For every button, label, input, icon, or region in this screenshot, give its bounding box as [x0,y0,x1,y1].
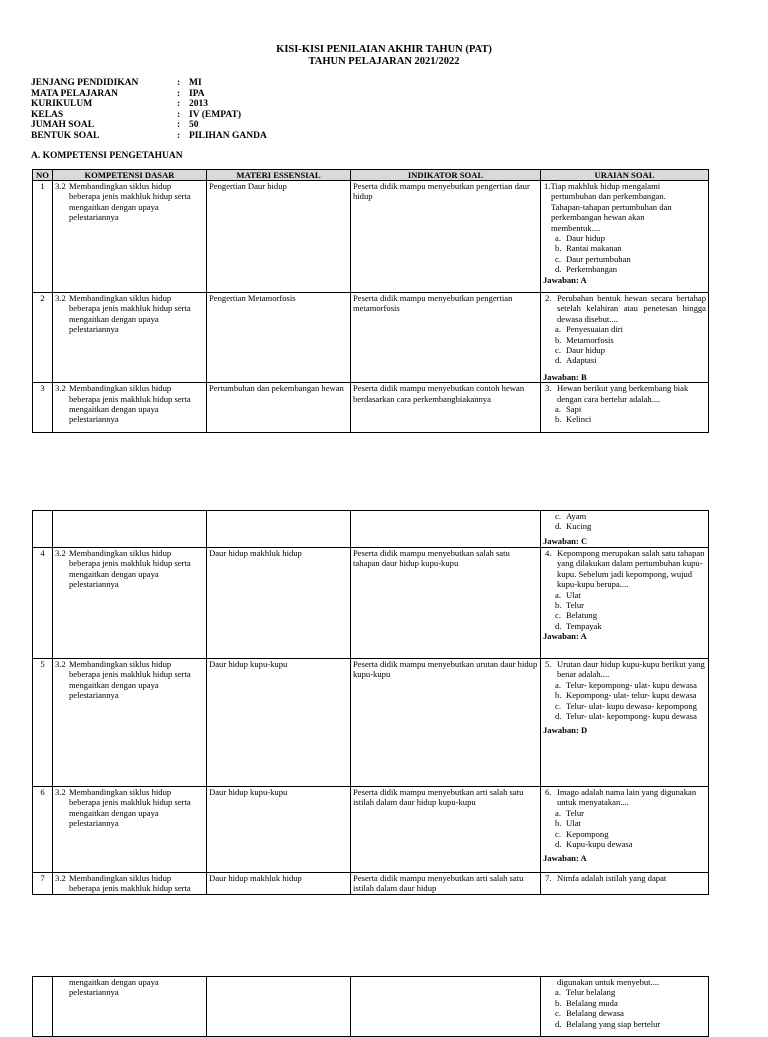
info-label: KURIKULUM [31,99,93,110]
table-row [33,787,709,873]
table-row [33,383,709,433]
uraian-cell: 2. Perubahan bentuk hewan secara bertahap setelah kelahiran atau penetesan hingga dewasa disebut.... a. Penyesuaian diri b. Metamorfosis c. Daur hidup d. Adaptasi Jawaban: B [541,293,709,383]
row-number: 3 [33,383,53,433]
row-number: 2 [33,293,53,383]
table-row [33,659,709,787]
header-kd: KOMPETENSI DASAR [53,170,207,181]
kisi-table-page2 [32,510,709,895]
answer-key: Jawaban: B [543,371,587,382]
table-header-row [33,170,709,181]
kd-cell: mengaitkan dengan upaya pelestariannya [53,977,207,1037]
materi-cell: Daur hidup makhluk hidup [207,873,351,895]
indikator-cell: Peserta didik mampu menyebutkan arti salah satu istilah dalam daur hidup kupu-kupu [351,787,541,873]
info-value: IV (EMPAT) [189,109,241,120]
kd-cell: 3.2 Membandingkan siklus hidup beberapa jenis makhluk hidup serta [53,873,207,895]
row-number: 4 [33,548,53,659]
indikator-cell: Peserta didik mampu menyebutkan pengertian metamorfosis [351,293,541,383]
info-value: 50 [189,120,199,131]
indikator-cell: Peserta didik mampu menyebutkan arti salah satu istilah dalam daur hidup [351,873,541,895]
document-title: KISI-KISI PENILAIAN AKHIR TAHUN (PAT) [276,44,492,55]
answer-key: Jawaban: A [543,274,587,285]
header-materi: MATERI ESSENSIAL [207,170,351,181]
answer-key: Jawaban: C [543,535,588,546]
indikator-cell: Peserta didik mampu menyebutkan contoh hewan berdasarkan cara perkembangbiakannya [351,383,541,433]
info-label: BENTUK SOAL [31,130,100,141]
uraian-cell: 3. Hewan berikut yang berkembang biak dengan cara bertelur adalah.... a. Sapi b. Kelinci [541,383,709,433]
materi-cell: Pengertian Metamorfosis [207,293,351,383]
info-value: 2013 [189,99,208,110]
answer-key: Jawaban: D [543,725,588,736]
materi-cell: Daur hidup kupu-kupu [207,787,351,873]
row-number: 7 [33,873,53,895]
kisi-table-page1 [32,169,709,433]
uraian-cell: 4. Kepompong merupakan salah satu tahapan yang dilakukan dalam pertumbuhan kupu-kupu. Sebelum jadi kepompong, wujud kupu-kupu berupa.... a. Ulat b. Telur c. Belatung d. Tempayak Jawaban: A [541,548,709,659]
info-label: MATA PELAJARAN [31,88,118,99]
document-subtitle: TAHUN PELAJARAN 2021/2022 [308,56,460,67]
uraian-cell: 1.Tiap makhluk hidup mengalami pertumbuhan dan perkembangan. Tahapan-tahapan pertumbuhan dan perkembangan hewan akan membentuk.... a. Daur hidup b. Rantai makanan c. Daur pertumbuhan d. Perkembangan Jawaban: A [541,181,709,293]
row-number: 6 [33,787,53,873]
table-row [33,511,709,548]
section-heading: A. KOMPETENSI PENGETAHUAN [31,151,183,161]
header-indikator: INDIKATOR SOAL [351,170,541,181]
kd-cell: 3.2 Membandingkan siklus hidup beberapa jenis makhluk hidup serta mengaitkan dengan upaya pelestariannya [53,293,207,383]
table-row [33,977,709,1037]
header-uraian: URAIAN SOAL [541,170,709,181]
materi-cell: Pertumbuhan dan pekembangan hewan [207,383,351,433]
row-number: 5 [33,659,53,787]
indikator-cell: Peserta didik mampu menyebutkan salah satu tahapan daur hidup kupu-kupu [351,548,541,659]
table-row [33,873,709,895]
table-row [33,548,709,659]
info-value: PILIHAN GANDA [189,130,267,141]
materi-cell: Pengertian Daur hidup [207,181,351,293]
kisi-table-page3 [32,976,709,1037]
uraian-cell: 7. Nimfa adalah istilah yang dapat [541,873,709,895]
kd-cell: 3.2 Membandingkan siklus hidup beberapa jenis makhluk hidup serta mengaitkan dengan upaya pelestariannya [53,659,207,787]
info-label: JENJANG PENDIDIKAN [31,78,139,88]
materi-cell: Daur hidup makhluk hidup [207,548,351,659]
answer-key: Jawaban: A [543,853,587,864]
info-value: MI [189,78,202,88]
uraian-cell: digunakan untuk menyebut.... a. Telur belalang b. Belalang muda c. Belalang dewasa d. Belalang yang siap bertelur [541,977,709,1037]
info-label: KELAS [31,109,64,120]
row-number: 1 [33,181,53,293]
indikator-cell: Peserta didik mampu menyebutkan pengertian daur hidup [351,181,541,293]
info-label: JUMAH SOAL [31,120,95,131]
materi-cell: Daur hidup kupu-kupu [207,659,351,787]
kd-cell: 3.2 Membandingkan siklus hidup beberapa jenis makhluk hidup serta mengaitkan dengan upaya pelestariannya [53,383,207,433]
uraian-cell: c. Ayam d. Kucing Jawaban: C [541,511,709,548]
header-no: NO [33,170,53,181]
uraian-cell: 5. Urutan daur hidup kupu-kupu berikut yang benar adalah.... a. Telur- kepompong- ulat- kupu dewasa b. Kepompong- ulat- telur- kupu dewasa c. Telur- ulat- kupu dewasa- kepompong d. Telur- ulat- kepompong- kupu dewasa Jawaban: D [541,659,709,787]
uraian-cell: 6. Imago adalah nama lain yang digunakan untuk menyatakan.... a. Telur b. Ulat c. Kepompong d. Kupu-kupu dewasa Jawaban: A [541,787,709,873]
indikator-cell: Peserta didik mampu menyebutkan urutan daur hidup kupu-kupu [351,659,541,787]
info-value: IPA [189,88,205,99]
info-block: JENJANG PENDIDIKAN : MI MATA PELAJARAN : IPA KURIKULUM : 2013 KELAS : IV (EMPAT) JUMAH SOAL : 50 BENTUK SOAL : PILIHAN GANDA [31,78,267,141]
table-row [33,293,709,383]
kd-cell: 3.2 Membandingkan siklus hidup beberapa jenis makhluk hidup serta mengaitkan dengan upaya pelestariannya [53,181,207,293]
kd-cell: 3.2 Membandingkan siklus hidup beberapa jenis makhluk hidup serta mengaitkan dengan upaya pelestariannya [53,787,207,873]
answer-key: Jawaban: A [543,631,587,642]
table-row [33,181,709,293]
kd-cell: 3.2 Membandingkan siklus hidup beberapa jenis makhluk hidup serta mengaitkan dengan upaya pelestariannya [53,548,207,659]
